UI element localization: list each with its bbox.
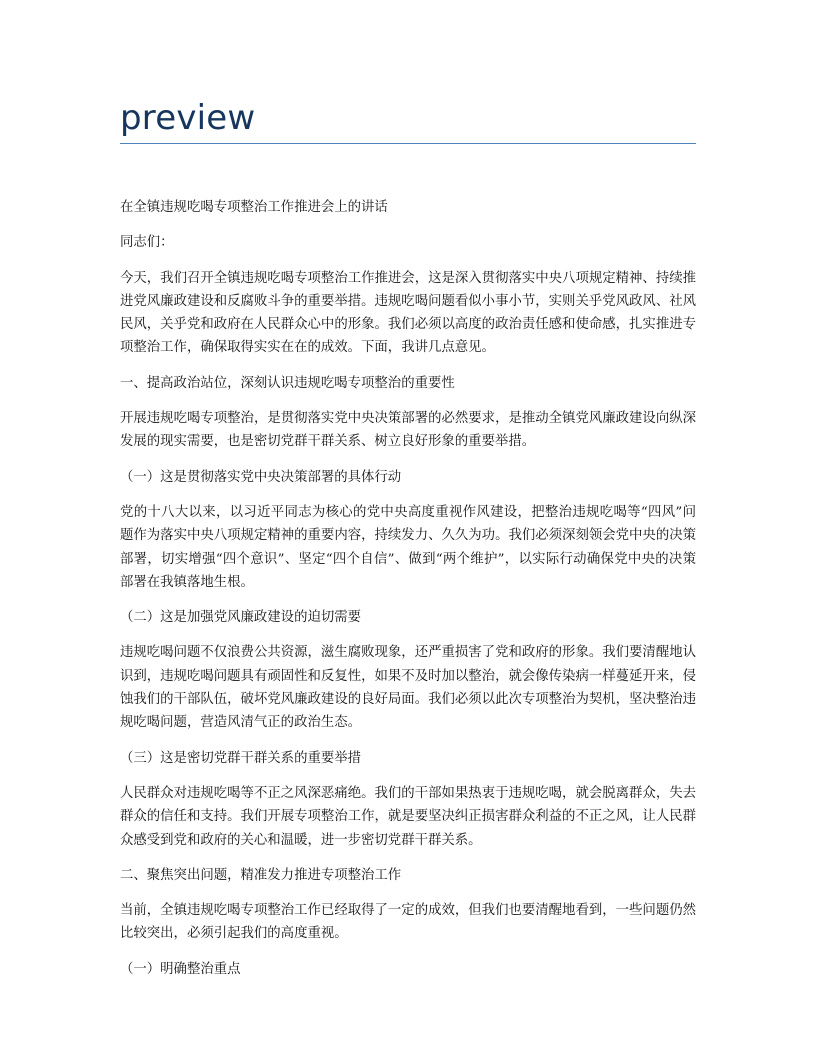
opening-paragraph: 今天，我们召开全镇违规吃喝专项整治工作推进会，这是深入贯彻落实中央八项规定精神、持续推进党风廉政建设和反腐败斗争的重要举措。违规吃喝问题看似小事小节，实则关乎党风政风、社风民风，关乎党和政府在人民群众心中的形象。我们必须以高度的政治责任感和使命感，扎实推进专项整治工作，确保取得实实在在的成效。下面，我讲几点意见。 bbox=[120, 270, 696, 356]
title-underline bbox=[120, 143, 696, 144]
document-title: preview bbox=[120, 98, 256, 138]
speech-title: 在全镇违规吃喝专项整治工作推进会上的讲话 bbox=[120, 200, 388, 215]
subsection-heading-1-3: （三）这是密切党群干群关系的重要举措 bbox=[120, 750, 362, 766]
salutation: 同志们： bbox=[120, 235, 174, 251]
subsection-heading-2-1: （一）明确整治重点 bbox=[120, 961, 241, 977]
subsection-heading-1-1: （一）这是贯彻落实党中央决策部署的具体行动 bbox=[120, 469, 402, 485]
document-body bbox=[120, 196, 696, 993]
section-heading-2: 二、聚焦突出问题，精准发力推进专项整治工作 bbox=[120, 867, 402, 883]
subsection-1-2-text: 违规吃喝问题不仅浪费公共资源，滋生腐败现象，还严重损害了党和政府的形象。我们要清醒地认识到，违规吃喝问题具有顽固性和反复性，如果不及时加以整治，就会像传染病一样蔓延开来，侵蚀我们的干部队伍，破坏党风廉政建设的良好局面。我们必须以此次专项整治为契机，坚决整治违规吃喝问题，营造风清气正的政治生态。 bbox=[120, 645, 696, 731]
subsection-heading-1-2: （二）这是加强党风廉政建设的迫切需要 bbox=[120, 610, 362, 626]
subsection-1-1-text: 党的十八大以来，以习近平同志为核心的党中央高度重视作风建设，把整治违规吃喝等“四风”问题作为落实中央八项规定精神的重要内容，持续发力、久久为功。我们必须深刻领会党中央的决策部署，切实增强“四个意识”、坚定“四个自信”、做到“两个维护”，以实际行动确保党中央的决策部署在我镇落地生根。 bbox=[120, 504, 696, 590]
subsection-1-3-text: 人民群众对违规吃喝等不正之风深恶痛绝。我们的干部如果热衷于违规吃喝，就会脱离群众，失去群众的信任和支持。我们开展专项整治工作，就是要坚决纠正损害群众利益的不正之风，让人民群众感受到党和政府的关心和温暖，进一步密切党群干群关系。 bbox=[120, 785, 696, 848]
section-heading-1: 一、提高政治站位，深刻认识违规吃喝专项整治的重要性 bbox=[120, 375, 455, 391]
section-2-intro: 当前，全镇违规吃喝专项整治工作已经取得了一定的成效，但我们也要清醒地看到，一些问题仍然比较突出，必须引起我们的高度重视。 bbox=[120, 903, 696, 942]
section-1-intro: 开展违规吃喝专项整治，是贯彻落实党中央决策部署的必然要求，是推动全镇党风廉政建设向纵深发展的现实需要，也是密切党群干群关系、树立良好形象的重要举措。 bbox=[120, 411, 696, 450]
